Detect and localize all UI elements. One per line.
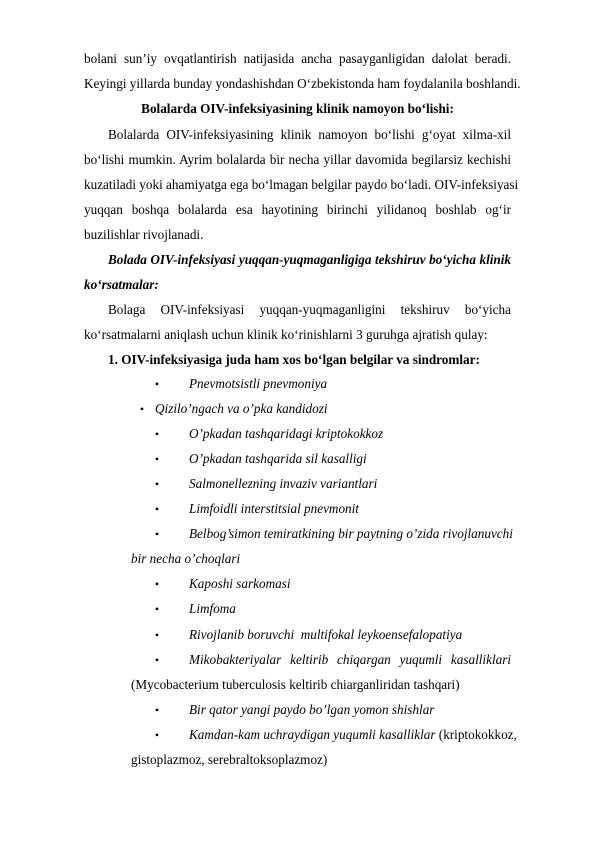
list-item: O’pkadan tashqaridagi kriptokokkoz	[189, 426, 384, 441]
list-item: Salmonellezning invaziv variantlari	[189, 476, 378, 491]
paragraph-line: Keyingi yillarda bunday yondashishdan O‘zbekistonda ham foydalanila boshlandi.	[84, 76, 521, 91]
bullet-icon: •	[154, 728, 160, 742]
paragraph-line: bo‘lishi mumkin. Ayrim bolalarda bir necha yillar davomida begilarsiz kechishi	[84, 152, 511, 167]
list-item: Bir qator yangi paydo bo’lgan yomon shishlar	[189, 702, 435, 717]
bullet-icon: •	[154, 653, 160, 667]
list-item-continuation: gistoplazmoz, serebraltoksoplazmoz)	[131, 752, 328, 767]
bullet-icon: •	[154, 703, 160, 717]
bullet-icon: •	[154, 527, 160, 541]
bullet-icon: •	[154, 427, 160, 441]
bullet-icon: •	[154, 452, 160, 466]
bullet-icon: •	[154, 377, 160, 391]
bullet-icon: •	[154, 502, 160, 516]
list-item-continuation: bir necha o’choqlari	[131, 551, 241, 566]
list-item-continuation: (Mycobacterium tuberculosis keltirib chiarganliridan tashqari)	[131, 677, 460, 692]
subheading-line: Bolada OIV-infeksiyasi yuqqan-yuqmaganligiga tekshiruv bo‘yicha klinik	[108, 252, 511, 267]
paragraph-line: kuzatiladi yoki ahamiyatga ega bo‘lmagan belgilar paydo bo‘ladi. OIV-infeksiyasi	[84, 177, 519, 192]
paragraph-line: Bolalarda OIV-infeksiyasining klinik namoyon bo‘lishi g‘oyat xilma-xil	[108, 127, 511, 142]
bullet-icon: •	[154, 628, 160, 642]
paragraph-line: bolani sun’iy ovqatlantirish natijasida ancha pasayganligidan dalolat beradi.	[84, 51, 511, 66]
list-item: Limfoidli interstitsial pnevmonit	[189, 501, 359, 516]
list-item-plain-text: (kriptokokkoz,	[435, 727, 517, 742]
bullet-icon: •	[139, 402, 145, 416]
list-item: Rivojlanib boruvchi multifokal leykoensefalopatiya	[189, 627, 463, 642]
list-item	[189, 727, 517, 743]
section-heading: Bolalarda OIV-infeksiyasining klinik namoyon bo‘lishi:	[141, 101, 454, 116]
list-item: Qizilo’ngach va o’pka kandidozi	[155, 401, 328, 416]
list-item: Mikobakteriyalar keltirib chiqargan yuqumli kasalliklari	[189, 652, 511, 667]
paragraph-line: ko‘rsatmalarni aniqlash uchun klinik ko‘rinishlarni 3 guruhga ajratish qulay:	[84, 327, 488, 342]
paragraph-line: yuqqan boshqa bolalarda esa hayotining birinchi yilidanoq boshlab og‘ir	[84, 202, 511, 217]
list-item: Pnevmotsistli pnevmoniya	[189, 376, 328, 391]
list-item: Belbog’simon temiratkining bir paytning o’zida rivojlanuvchi	[189, 526, 513, 541]
paragraph-line: buzilishlar rivojlanadi.	[84, 227, 204, 242]
paragraph-line: Bolaga OIV-infeksiyasi yuqqan-yuqmaganligini tekshiruv bo‘yicha	[108, 302, 511, 317]
list-item: Kaposhi sarkomasi	[189, 576, 291, 591]
list-item: O’pkadan tashqarida sil kasalligi	[189, 451, 367, 466]
bullet-icon: •	[154, 477, 160, 491]
list-item-italic-text: Kamdan-kam uchraydigan yuqumli kasalliklar	[189, 727, 436, 742]
list-heading: 1. OIV-infeksiyasiga juda ham xos bo‘lgan belgilar va sindromlar:	[108, 352, 480, 367]
bullet-icon: •	[154, 577, 160, 591]
bullet-icon: •	[154, 602, 160, 616]
list-item: Limfoma	[189, 601, 236, 616]
subheading-line: ko‘rsatmalar:	[84, 277, 159, 292]
